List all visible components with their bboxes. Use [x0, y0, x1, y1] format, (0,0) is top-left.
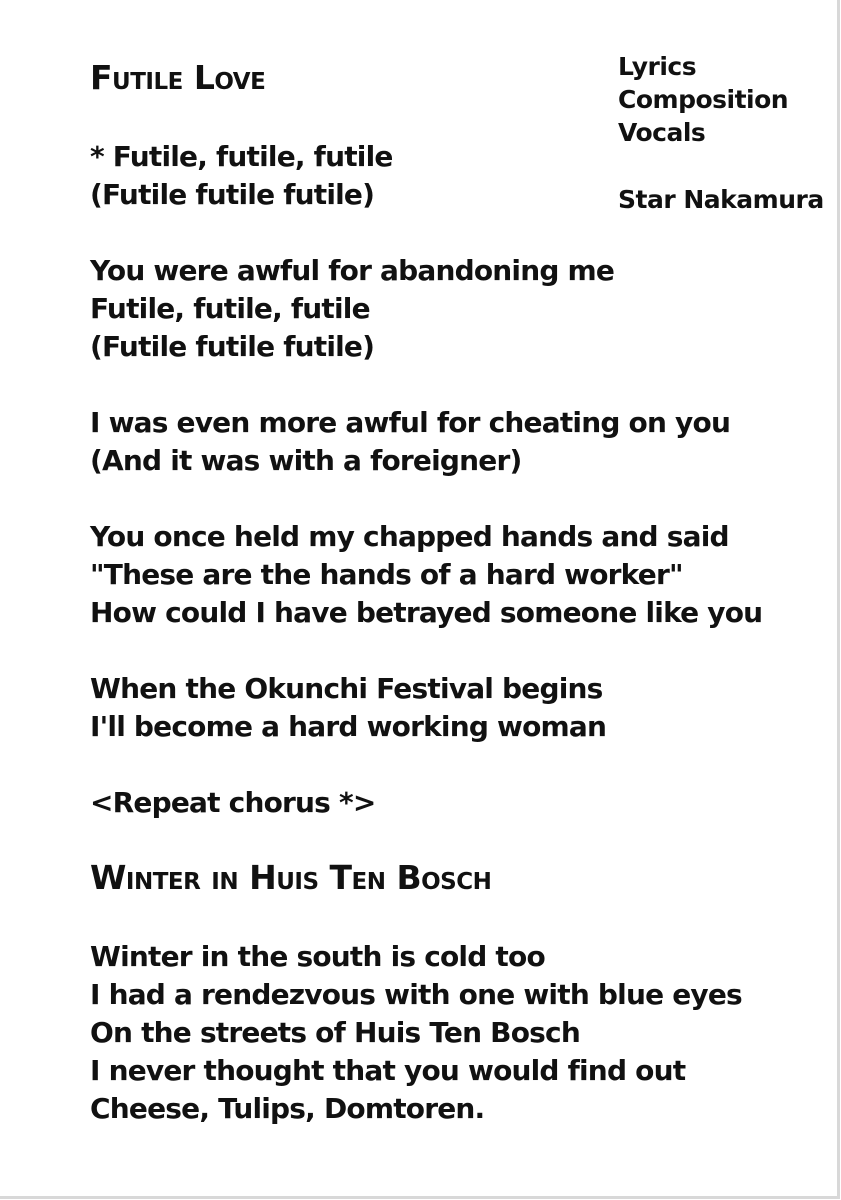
lyric-line: You once held my chapped hands and said: [90, 520, 729, 553]
lyric-line: How could I have betrayed someone like you: [90, 596, 763, 629]
lyric-line: Winter in the south is cold too: [90, 940, 545, 973]
stanza: [90, 518, 762, 632]
lyric-line: Futile, futile, futile: [90, 292, 370, 325]
credit-role-lyrics: Lyrics: [618, 52, 697, 81]
song-title-futile-love: Futile Love: [90, 58, 266, 97]
stanza: [90, 252, 762, 366]
song-lyrics-futile-love: [90, 138, 762, 822]
lyric-line: I'll become a hard working woman: [90, 710, 607, 743]
lyric-line: When the Okunchi Festival begins: [90, 672, 603, 705]
credit-artist-name: Star Nakamura: [618, 185, 824, 214]
credit-role-vocals: Vocals: [618, 118, 706, 147]
lyric-line: (Futile futile futile): [90, 330, 375, 363]
stanza: [90, 784, 762, 822]
song-lyrics-winter-in-huis-ten-bosch: [90, 938, 742, 1128]
credit-role-composition: Composition: [618, 85, 789, 114]
lyric-line: Cheese, Tulips, Domtoren.: [90, 1092, 485, 1125]
song-title-winter-in-huis-ten-bosch: Winter in Huis Ten Bosch: [90, 858, 492, 897]
lyric-line: I was even more awful for cheating on you: [90, 406, 731, 439]
lyric-line: (And it was with a foreigner): [90, 444, 522, 477]
lyric-line: * Futile, futile, futile: [90, 140, 393, 173]
stanza: [90, 138, 762, 214]
stanza: [90, 938, 742, 1128]
lyric-line: You were awful for abandoning me: [90, 254, 615, 287]
stanza: [90, 670, 762, 746]
lyric-line: I had a rendezvous with one with blue eyes: [90, 978, 742, 1011]
lyric-line: "These are the hands of a hard worker": [90, 558, 683, 591]
lyric-line: (Futile futile futile): [90, 178, 375, 211]
lyric-line: I never thought that you would find out: [90, 1054, 686, 1087]
lyric-line: On the streets of Huis Ten Bosch: [90, 1016, 580, 1049]
stanza: [90, 404, 762, 480]
repeat-chorus-note: <Repeat chorus *>: [90, 786, 376, 819]
